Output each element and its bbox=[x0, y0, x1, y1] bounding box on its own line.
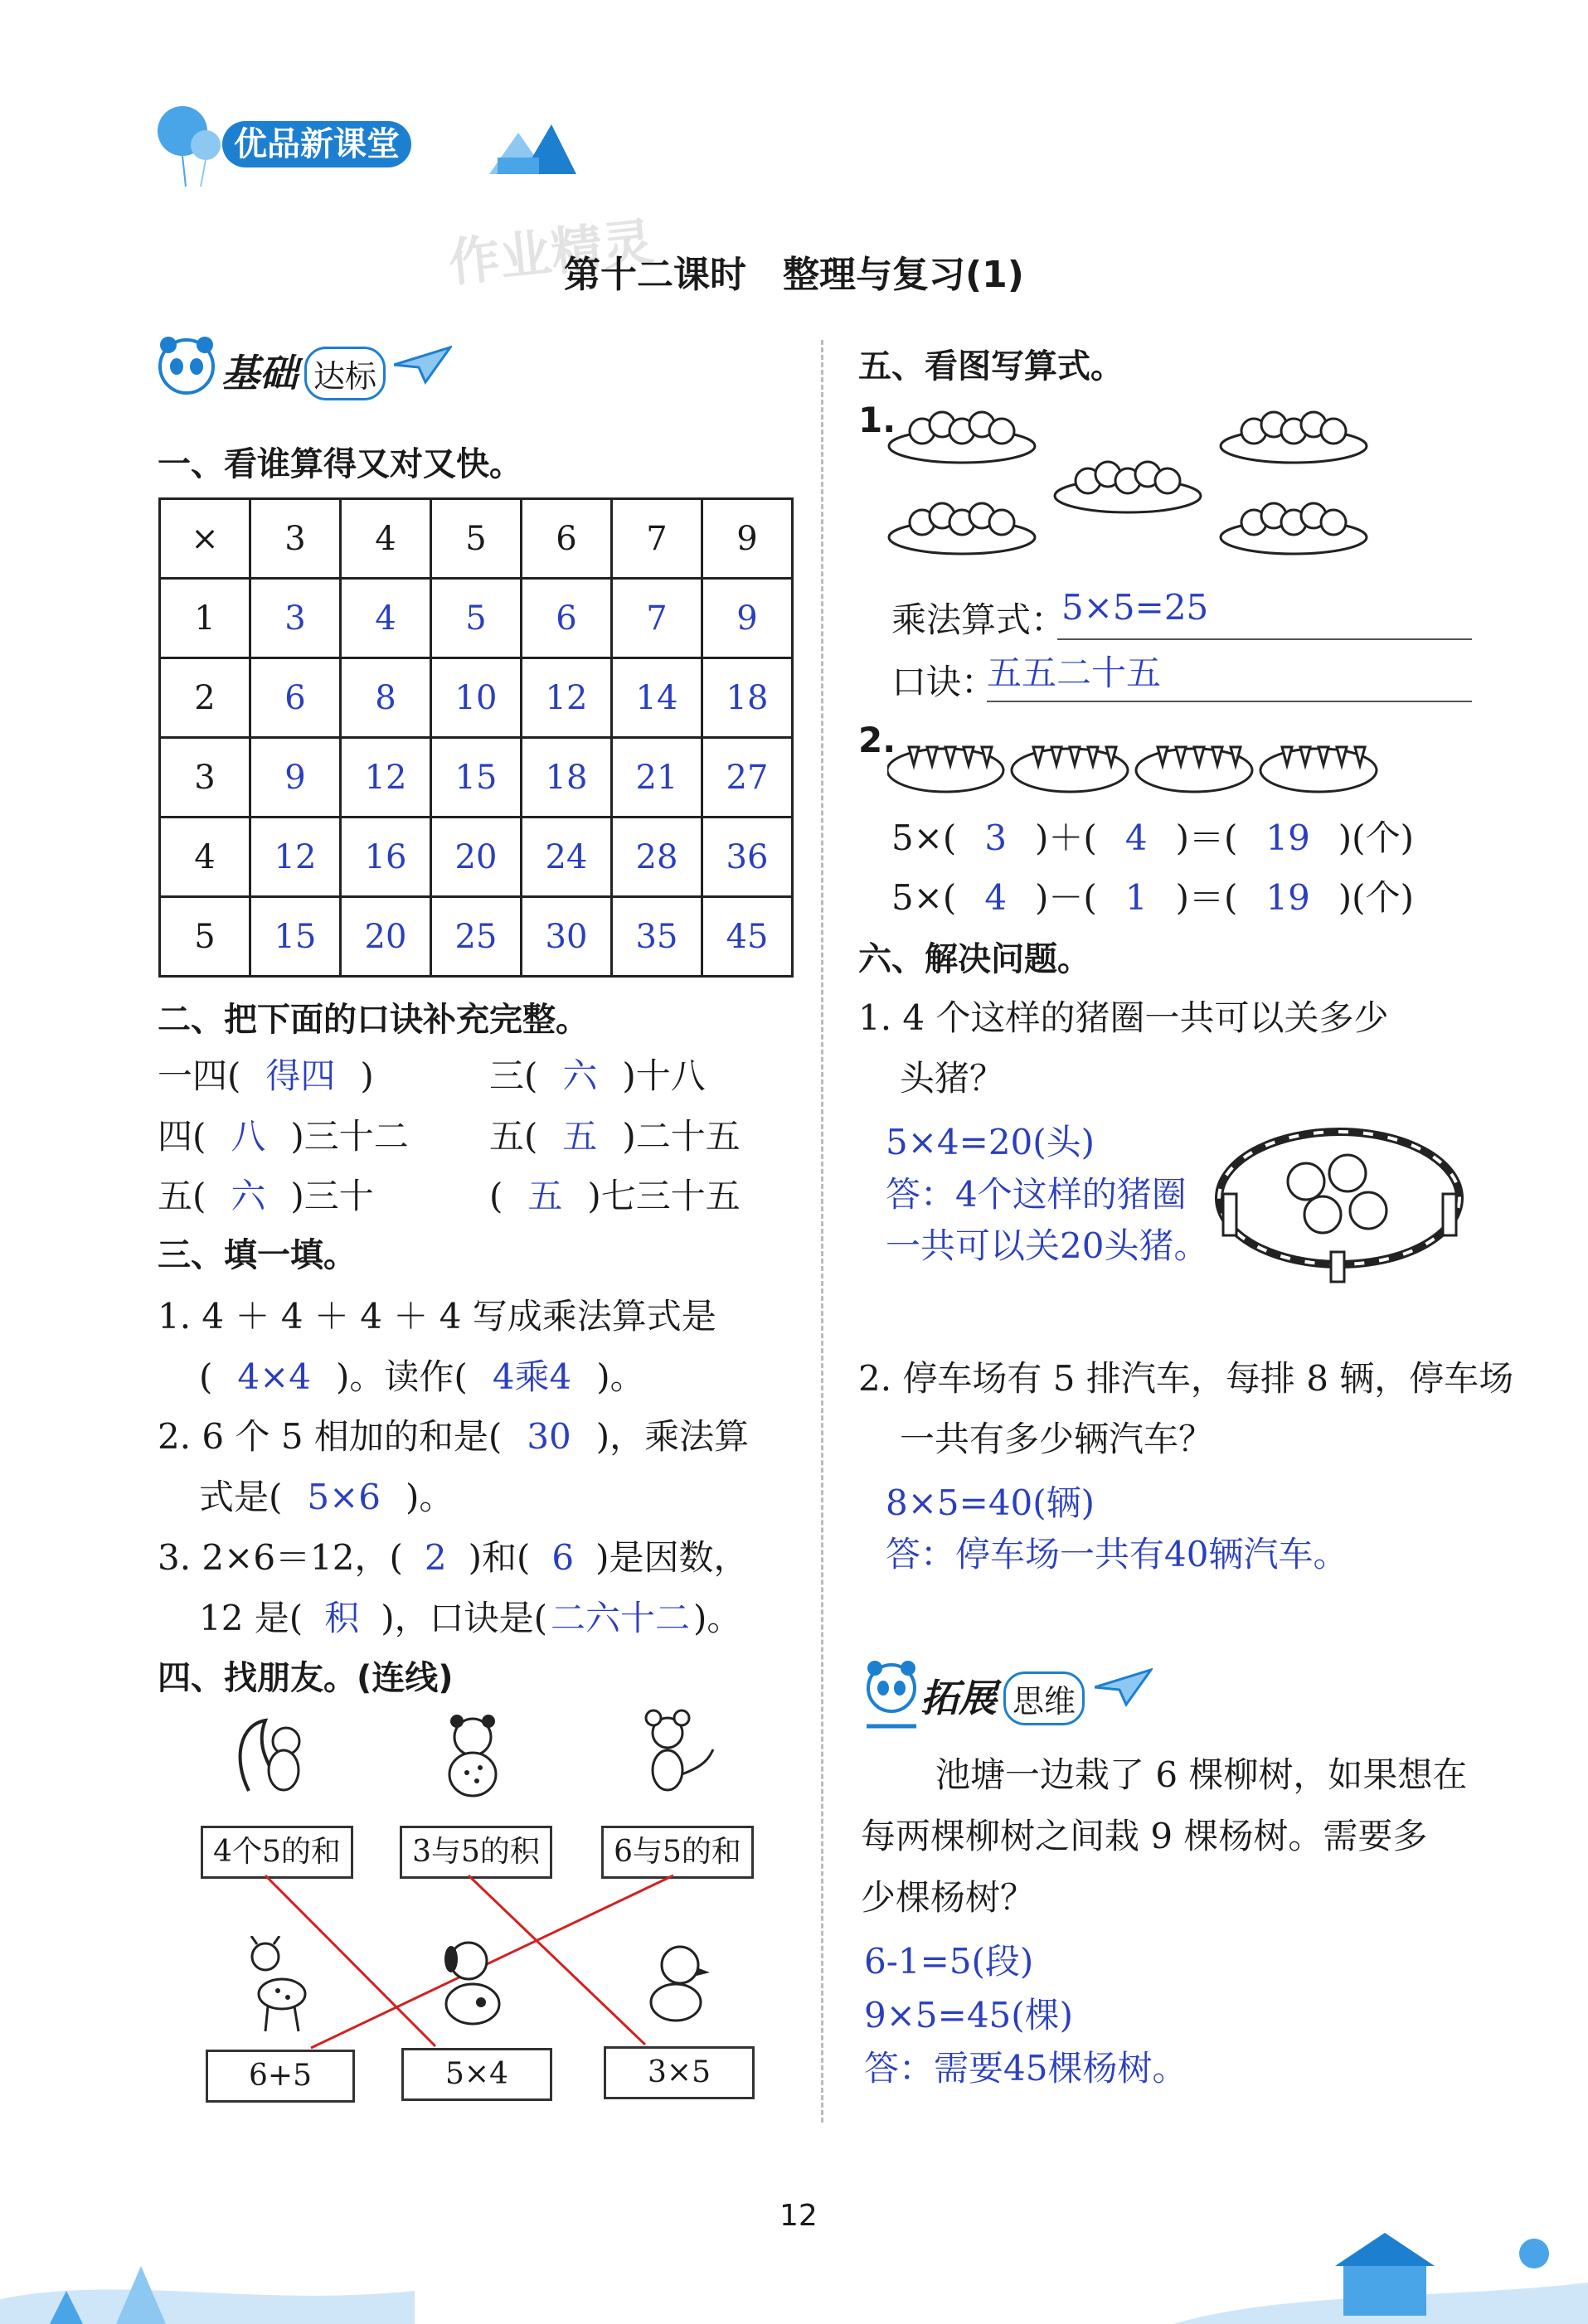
table-cell: 35 bbox=[612, 897, 702, 977]
q1-title: 一、看谁算得又对又快。 bbox=[158, 445, 522, 483]
answer: 1 bbox=[1124, 877, 1148, 918]
table-cell: 27 bbox=[702, 738, 793, 818]
table-row-label: 3 bbox=[160, 738, 250, 818]
table-cell: 3 bbox=[250, 579, 341, 658]
table-cell: 7 bbox=[612, 579, 702, 658]
q6-problem-1-answer-3: 一共可以关20头猪。 bbox=[886, 1225, 1209, 1266]
table-cell: 25 bbox=[431, 897, 522, 977]
table-cell: 4 bbox=[341, 579, 431, 658]
answer: 19 bbox=[1265, 818, 1310, 858]
q5-item-2-number: 2. bbox=[858, 720, 896, 760]
q4-title: 四、找朋友。(连线) bbox=[158, 1659, 454, 1697]
extension-answer-3: 答：需要45棵杨树。 bbox=[864, 2048, 1187, 2089]
table-cell: 20 bbox=[431, 818, 522, 897]
apple-plate bbox=[1055, 462, 1201, 512]
strawberry-plate bbox=[887, 747, 1003, 792]
column-divider bbox=[821, 340, 823, 2123]
q6-problem-2-line-2: 一共有多少辆汽车？ bbox=[900, 1419, 1214, 1459]
answer: 4乘4 bbox=[492, 1356, 572, 1397]
strawberry-plate bbox=[1260, 747, 1377, 792]
extension-title-b: 思维 bbox=[1003, 1671, 1085, 1725]
q6-problem-1-line-2: 头猪？ bbox=[900, 1058, 1005, 1099]
table-header-cell: 6 bbox=[522, 499, 612, 579]
answer: 6 bbox=[551, 1537, 575, 1578]
q4-bottom-box-1[interactable]: 6+5 bbox=[206, 2050, 355, 2103]
q3-item-3-line-2: 12 是( 积 )，口诀是(二六十二)。 bbox=[199, 1598, 742, 1638]
q5-item-1-number: 1. bbox=[858, 400, 896, 440]
q5-mult-line bbox=[1057, 572, 1472, 640]
q5-rhyme-line bbox=[987, 634, 1472, 702]
table-cell: 6 bbox=[522, 579, 612, 658]
table-row-label: 1 bbox=[160, 579, 250, 658]
lesson-title: 第十二课时 整理与复习(1) bbox=[564, 254, 1024, 296]
q5-title: 五、看图写算式。 bbox=[858, 347, 1124, 386]
table-header-cell: × bbox=[160, 499, 250, 579]
extension-line-2: 每两棵柳树之间栽 9 棵杨树。需要多 bbox=[861, 1816, 1428, 1856]
table-cell: 15 bbox=[431, 738, 522, 818]
apple-icon bbox=[1321, 419, 1346, 444]
apple-icon bbox=[1321, 510, 1346, 535]
table-cell: 24 bbox=[522, 818, 612, 897]
panda-icon bbox=[153, 332, 220, 406]
answer: 五 bbox=[562, 1116, 598, 1157]
answer: 二六十二 bbox=[550, 1598, 690, 1638]
apple-icon bbox=[989, 419, 1014, 444]
apple-plate bbox=[1221, 503, 1367, 554]
table-cell: 16 bbox=[341, 818, 431, 897]
table-row bbox=[160, 897, 793, 977]
answer: 30 bbox=[527, 1416, 571, 1457]
apple-icon bbox=[989, 510, 1014, 535]
extension-line-1: 池塘一边栽了 6 棵柳树，如果想在 bbox=[935, 1754, 1468, 1795]
q6-problem-2-line-1: 2. 停车场有 5 排汽车，每排 8 辆，停车场 bbox=[858, 1358, 1514, 1399]
table-cell: 18 bbox=[702, 658, 793, 738]
q5-equation-1: 5×( 3 )＋( 4 )＝( 19 )(个) bbox=[891, 818, 1414, 858]
table-header-cell: 3 bbox=[250, 499, 341, 579]
mouse-icon bbox=[630, 1708, 721, 1799]
answer: 得四 bbox=[265, 1055, 336, 1096]
answer: 五 bbox=[527, 1176, 563, 1216]
q2-row-2b: 五( 五 )二十五 bbox=[489, 1116, 741, 1157]
q6-problem-1-answer-1: 5×4=20(头) bbox=[886, 1122, 1095, 1162]
q2-title: 二、把下面的口诀补充完整。 bbox=[158, 1001, 589, 1039]
q5-rhyme-label: 口诀： bbox=[891, 662, 997, 702]
table-cell: 30 bbox=[522, 897, 612, 977]
table-row bbox=[160, 738, 793, 818]
q2-row-3b: ( 五 )七三十五 bbox=[489, 1176, 741, 1216]
header-banner bbox=[158, 99, 589, 182]
table-cell: 8 bbox=[341, 658, 431, 738]
table-cell: 15 bbox=[250, 897, 341, 977]
deer-icon bbox=[236, 1936, 319, 2035]
table-cell: 45 bbox=[702, 897, 793, 977]
table-cell: 18 bbox=[522, 738, 612, 818]
answer: 4 bbox=[984, 877, 1008, 918]
multiplication-table bbox=[158, 497, 794, 978]
table-row-label: 5 bbox=[160, 897, 250, 977]
answer: 六 bbox=[231, 1176, 266, 1216]
table-cell: 21 bbox=[612, 738, 702, 818]
q4-bottom-box-3[interactable]: 3×5 bbox=[604, 2046, 755, 2099]
bear-icon bbox=[427, 1708, 518, 1799]
q2-row-1b: 三( 六 )十八 bbox=[489, 1055, 706, 1096]
strawberry-plates-figure bbox=[887, 713, 1401, 804]
panda-skater-icon bbox=[858, 1658, 925, 1733]
q6-problem-1-line-1: 1. 4 个这样的猪圈一共可以关多少 bbox=[858, 997, 1389, 1038]
answer: 八 bbox=[231, 1116, 266, 1157]
q6-problem-2-answer-1: 8×5=40(辆) bbox=[886, 1482, 1095, 1523]
table-header-row bbox=[160, 499, 793, 579]
table-cell: 5 bbox=[431, 579, 522, 658]
paper-plane-icon bbox=[1095, 1667, 1153, 1708]
extension-title-a: 拓展 bbox=[920, 1676, 997, 1720]
extension-answer-1: 6-1=5(段) bbox=[864, 1941, 1034, 1982]
balloon-icon bbox=[158, 99, 224, 191]
pigpen-icon bbox=[1207, 1103, 1472, 1285]
table-header-cell: 9 bbox=[702, 499, 793, 579]
q2-row-1a: 一四( 得四 ) bbox=[158, 1055, 374, 1096]
watermark: 作业精灵 bbox=[445, 211, 657, 294]
q6-title: 六、解决问题。 bbox=[858, 940, 1090, 978]
table-cell: 20 bbox=[341, 897, 431, 977]
strawberry-plate bbox=[1012, 747, 1128, 792]
table-cell: 36 bbox=[702, 818, 793, 897]
dog-icon bbox=[423, 1936, 522, 2035]
table-cell: 9 bbox=[250, 738, 341, 818]
table-row-label: 4 bbox=[160, 818, 250, 897]
q4-bottom-box-2[interactable]: 5×4 bbox=[401, 2048, 552, 2101]
answer: 五五二十五 bbox=[987, 653, 1162, 693]
chick-icon bbox=[639, 1936, 721, 2027]
apple-plate bbox=[889, 412, 1035, 463]
table-row-label: 2 bbox=[160, 658, 250, 738]
extension-section-header bbox=[858, 1658, 1173, 1733]
q3-item-1-line-2: ( 4×4 )。读作( 4乘4 )。 bbox=[199, 1356, 645, 1397]
q3-title: 三、填一填。 bbox=[158, 1236, 357, 1274]
answer: 5×5=25 bbox=[1061, 587, 1209, 628]
table-cell: 10 bbox=[431, 658, 522, 738]
table-cell: 12 bbox=[250, 818, 341, 897]
answer: 4×4 bbox=[237, 1356, 312, 1397]
q4-top-box-1[interactable]: 4个5的和 bbox=[201, 1826, 353, 1879]
q6-problem-1-answer-2: 答：4个这样的猪圈 bbox=[886, 1174, 1187, 1215]
paper-plane-icon bbox=[394, 344, 452, 386]
extension-answer-2: 9×5=45(棵) bbox=[864, 1995, 1074, 2035]
answer: 六 bbox=[562, 1055, 598, 1096]
answer: 2 bbox=[424, 1537, 447, 1578]
extension-line-3: 少棵杨树？ bbox=[861, 1877, 1036, 1918]
q2-row-3a: 五( 六 )三十 bbox=[158, 1176, 374, 1216]
answer: 积 bbox=[324, 1598, 360, 1638]
page-number: 12 bbox=[779, 2199, 818, 2233]
q5-mult-label: 乘法算式： bbox=[891, 599, 1066, 640]
apple-plates-figure bbox=[887, 398, 1468, 564]
answer: 19 bbox=[1265, 877, 1310, 918]
q3-item-2-line-1: 2. 6 个 5 相加的和是( 30 )，乘法算 bbox=[158, 1416, 750, 1457]
answer: 3 bbox=[984, 818, 1008, 858]
q5-equation-2: 5×( 4 )－( 1 )＝( 19 )(个) bbox=[891, 877, 1414, 918]
basic-title-b: 达标 bbox=[304, 347, 386, 400]
table-cell: 9 bbox=[702, 579, 793, 658]
q3-item-2-line-2: 式是( 5×6 )。 bbox=[199, 1477, 454, 1517]
table-row bbox=[160, 658, 793, 738]
table-header-cell: 7 bbox=[612, 499, 702, 579]
q3-item-1-line-1: 1. 4 ＋ 4 ＋ 4 ＋ 4 写成乘法算式是 bbox=[158, 1296, 716, 1337]
table-header-cell: 4 bbox=[341, 499, 431, 579]
table-header-cell: 5 bbox=[431, 499, 522, 579]
table-row bbox=[160, 818, 793, 897]
apple-plate bbox=[889, 503, 1035, 554]
table-row bbox=[160, 579, 793, 658]
house-icon bbox=[473, 108, 580, 182]
apple-icon bbox=[1155, 468, 1180, 493]
table-cell: 12 bbox=[522, 658, 612, 738]
q3-item-3-line-1: 3. 2×6＝12，( 2 )和( 6 )是因数， bbox=[158, 1537, 749, 1578]
brand-title: 优品新课堂 bbox=[222, 121, 411, 167]
q2-row-2a: 四( 八 )三十二 bbox=[158, 1116, 409, 1157]
table-cell: 28 bbox=[612, 818, 702, 897]
squirrel-icon bbox=[232, 1708, 315, 1799]
table-cell: 6 bbox=[250, 658, 341, 738]
q4-top-box-2[interactable]: 3与5的积 bbox=[400, 1826, 552, 1879]
table-cell: 14 bbox=[612, 658, 702, 738]
answer: 4 bbox=[1124, 818, 1148, 858]
strawberry-plate bbox=[1136, 747, 1252, 792]
q4-top-box-3[interactable]: 6与5的和 bbox=[601, 1826, 754, 1879]
basic-title-a: 基础 bbox=[221, 351, 298, 395]
table-cell: 12 bbox=[341, 738, 431, 818]
answer: 5×6 bbox=[307, 1477, 381, 1517]
q6-problem-2-answer-2: 答：停车场一共有40辆汽车。 bbox=[886, 1534, 1348, 1574]
basic-section-header bbox=[153, 332, 452, 406]
apple-plate bbox=[1221, 412, 1367, 463]
